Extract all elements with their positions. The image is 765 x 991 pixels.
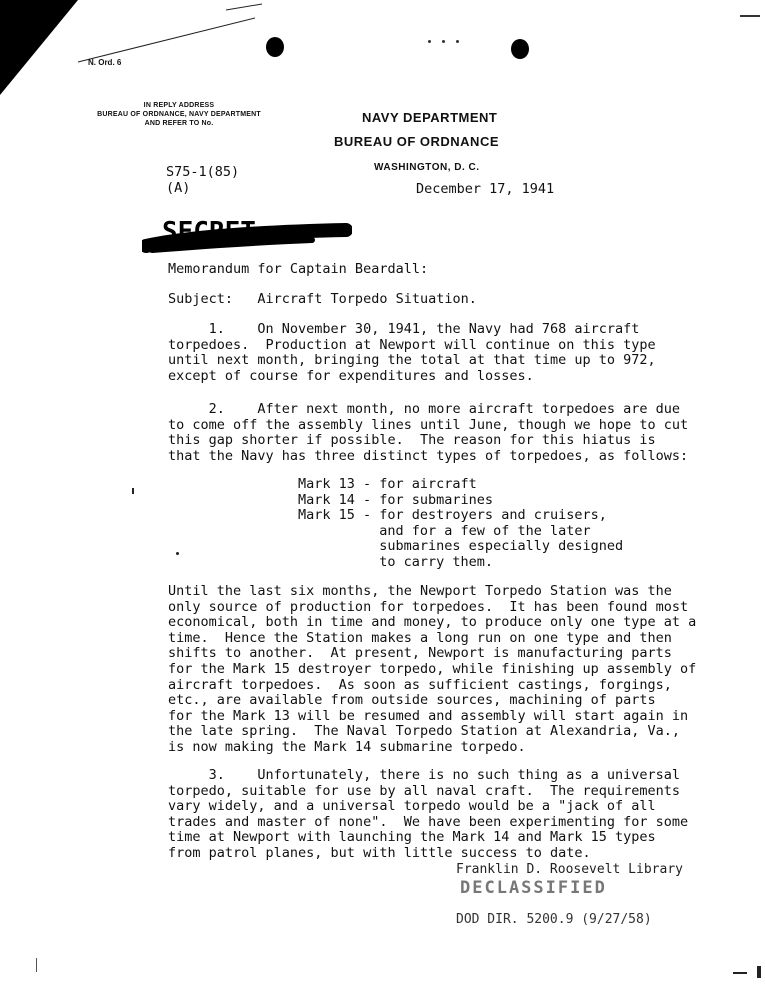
file-reference-sub: (A)	[166, 180, 191, 196]
city-heading: WASHINGTON, D. C.	[374, 162, 480, 173]
edge-mark	[757, 966, 761, 978]
speck	[456, 40, 459, 43]
paragraph-2: 2. After next month, no more aircraft torpedoes are due to come off the assembly lines until June, though we hope to cut this gap shorter if possible. The reason for this hiatus is that the Navy has three distinct types of torpedoes, as follows:	[168, 401, 689, 464]
bureau-heading: BUREAU OF ORDNANCE	[334, 134, 499, 149]
memo-date: December 17, 1941	[416, 181, 555, 197]
department-heading: NAVY DEPARTMENT	[362, 110, 498, 125]
paragraph-1: 1. On November 30, 1941, the Navy had 768 aircraft torpedoes. Production at Newport will continue on this type until next month, bringing the total at that time up to 972, except of course for expenditures and losses.	[168, 321, 656, 384]
salutation: Memorandum for Captain Beardall:	[168, 261, 429, 277]
reply-line: BUREAU OF ORDNANCE, NAVY DEPARTMENT	[97, 111, 261, 118]
header-scratch-lines	[0, 0, 765, 80]
reply-address-block	[84, 101, 274, 128]
secret-stamp-text: SECRET	[162, 218, 256, 247]
edge-mark	[36, 958, 37, 972]
edge-mark	[132, 488, 134, 494]
binder-hole	[511, 39, 529, 59]
reply-line: AND REFER TO No.	[144, 120, 214, 127]
speck	[442, 40, 445, 43]
form-number: N. Ord. 6	[88, 58, 122, 67]
redacted-secret-stamp	[142, 218, 352, 258]
reply-line: IN REPLY ADDRESS	[143, 102, 215, 109]
file-reference: S75-1(85)	[166, 164, 240, 180]
edge-mark	[176, 552, 179, 555]
declassified-stamp: DECLASSIFIED	[460, 878, 607, 898]
binder-hole	[266, 37, 284, 57]
torpedo-type-list: Mark 13 - for aircraft Mark 14 - for submarines Mark 15 - for destroyers and cruisers, and for a few of the later submarines especially designed to carry them.	[298, 476, 624, 570]
subject-line: Subject: Aircraft Torpedo Situation.	[168, 291, 477, 307]
dod-directive-stamp: DOD DIR. 5200.9 (9/27/58)	[456, 912, 652, 927]
library-stamp: Franklin D. Roosevelt Library	[456, 862, 683, 877]
edge-mark	[733, 972, 747, 974]
paragraph-3: 3. Unfortunately, there is no such thing as a universal torpedo, suitable for use by all naval craft. The requirements vary widely, and a universal torpedo would be a "jack of all trades and master of none". We have been experimenting for some time at Newport with launching the Mark 14 and Mark 15 types from patrol planes, but with little success to date.	[168, 767, 689, 861]
paragraph-2-continued: Until the last six months, the Newport Torpedo Station was the only source of production for torpedoes. It has been found most economical, both in time and money, to produce only one type at a time. Hence the Station makes a long run on one type and then shifts to another. At present, Newport is manufacturing parts for the Mark 15 destroyer torpedo, while finishing up assembly of aircraft torpedoes. As soon as sufficient castings, forgings, etc., are available from outside sources, machining of parts for the Mark 13 will be resumed and assembly will start again in the late spring. The Naval Torpedo Station at Alexandria, Va., is now making the Mark 14 submarine torpedo.	[168, 583, 697, 755]
speck	[428, 40, 431, 43]
